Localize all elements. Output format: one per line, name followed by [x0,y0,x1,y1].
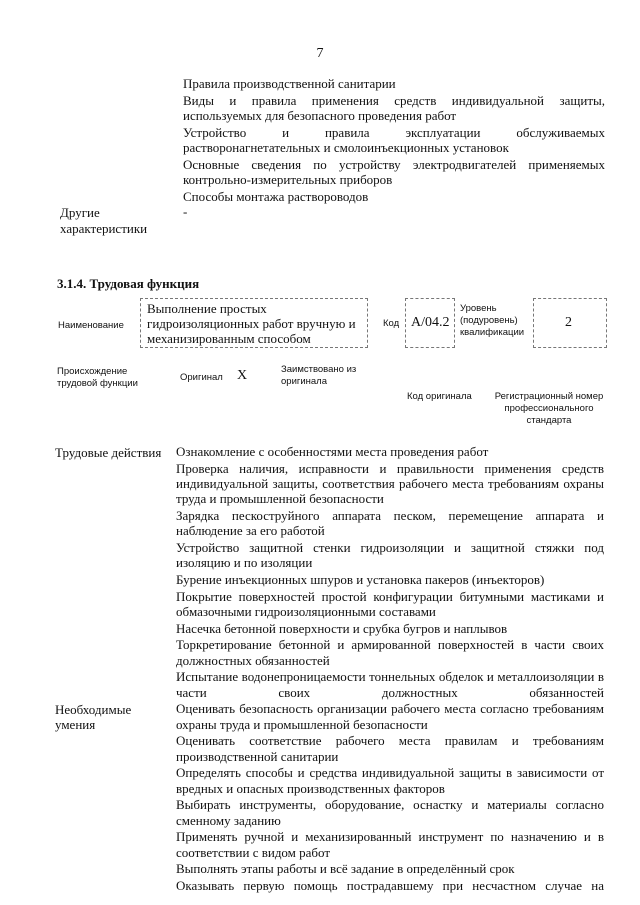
labor-action-item: Торкретирование бетонной и армированной поверхностей в части своих должностных обязанностей [176,637,604,668]
labor-action-item: Устройство защитной стенки гидроизоляции и защитной стяжки под изоляцию и по изоляции [176,539,604,571]
name-label: Наименование [58,320,124,331]
section-title: 3.1.4. Трудовая функция [57,276,200,291]
required-skills-row [0,701,640,893]
reg-number-label: Регистрационный номер профессионального стандарта [494,391,604,426]
required-skills-label: Необходимые умения [55,702,132,733]
borrowed-label: Заимствовано из оригинала [281,364,357,387]
function-name: Выполнение простых гидроизоляционных работ вручную и механизированным способом [147,301,356,346]
original-label: Оригинал [180,372,223,383]
skill-item: Определять способы и средства индивидуальной защиты в зависимости от вредных и опасных производственных факторов [176,765,604,796]
skill-item: Применять ручной и механизированный инструмент по назначению и в соответствии с видом работ [176,829,604,860]
labor-action-item: Зарядка пескоструйного аппарата песком, перемещение аппарата и наблюдение за его работой [176,507,604,539]
requirement-item: Способы монтажа раствороводов [183,188,369,204]
page-number: 7 [316,46,324,61]
other-characteristics-label: Другие характеристики [60,205,148,236]
requirement-item: Правила производственной санитарии [183,76,396,91]
labor-action-item: Испытание водонепроницаемости тоннельных обделок и металлоизоляции в части своих должностных обязанностей [176,669,604,700]
origin-label: Происхождение трудовой функции [57,366,138,389]
skill-item: Выбирать инструменты, оборудование, оснастку и материалы согласно сменному заданию [176,797,604,828]
skill-item: Оказывать первую помощь пострадавшему при несчастном случае на [176,877,604,893]
requirement-item: Устройство и правила эксплуатации обслуживаемых растворонагнетательных и смолоинъекционных установок [183,124,605,155]
function-details [0,444,640,895]
labor-action-item: Бурение инъекционных шпуров и установка пакеров (инъекторов) [176,571,545,587]
original-mark: X [237,368,248,383]
other-characteristics-value: - [183,204,188,219]
level-value: 2 [565,315,572,330]
requirements-list [183,76,605,205]
skill-item: Оценивать безопасность организации рабочего места согласно требованиям охраны труда и промышленной безопасности [176,701,604,732]
code-value: А/04.2 [411,315,450,330]
labor-actions-row [0,444,640,700]
skill-item: Оценивать соответствие рабочего места правилам и требованиям производственной санитарии [176,733,604,764]
requirement-item: Основные сведения по устройству электродвигателей применяемых контрольно-измерительных приборов [183,156,605,187]
labor-action-item: Проверка наличия, исправности и правильности применения средств индивидуальной защиты, соответствия рабочего места требованиям охраны труда и промышленной безопасности [176,460,604,507]
code-label: Код [383,318,400,329]
level-label: Уровень (подуровень) квалификации [460,303,525,338]
origin-code-label: Код оригинала [407,391,472,402]
requirement-item: Виды и правила применения средств индивидуальной защиты, используемых для безопасного проведения работ [183,92,605,123]
labor-actions-label: Трудовые действия [55,445,162,460]
labor-action-item: Насечка бетонной поверхности и срубка бугров и наплывов [176,620,508,636]
labor-action-item: Ознакомление с особенностями места проведения работ [176,444,489,459]
skill-item: Выполнять этапы работы и всё задание в определённый срок [176,861,515,877]
labor-action-item: Покрытие поверхностей простой конфигурации битумными мастиками и обмазочными гидроизоляционными составами [176,588,604,619]
